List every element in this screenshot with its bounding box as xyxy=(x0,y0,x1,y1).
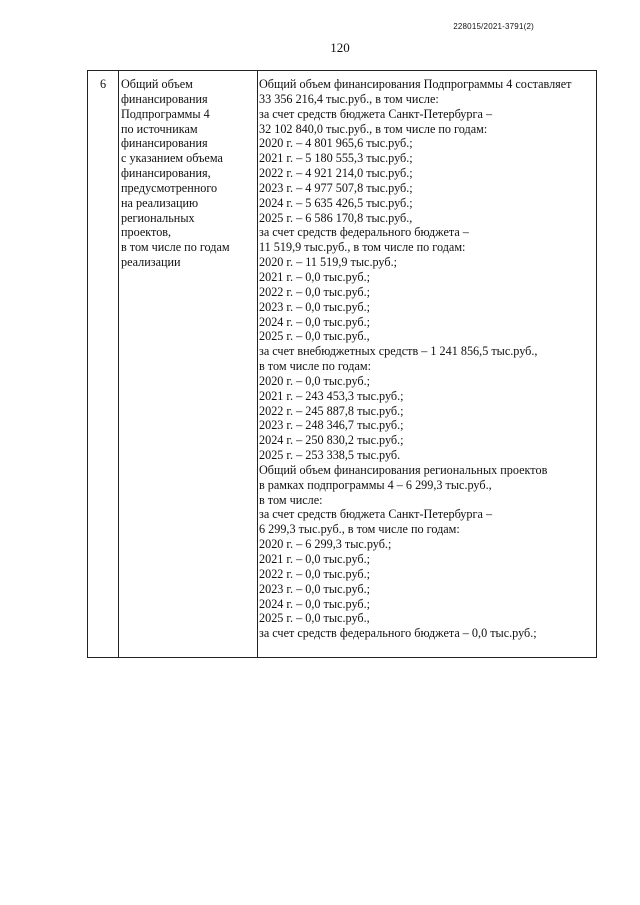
content-line: в том числе по годам: xyxy=(259,359,371,374)
content-line: в рамках подпрограммы 4 – 6 299,3 тыс.руб., xyxy=(259,477,492,492)
content-line: 2022 г. – 4 921 214,0 тыс.руб.; xyxy=(259,166,413,181)
content-line: 2023 г. – 0,0 тыс.руб.; xyxy=(259,581,371,596)
content-line: 2024 г. – 0,0 тыс.руб.; xyxy=(259,314,371,329)
content-line: 2025 г. – 253 338,5 тыс.руб. xyxy=(259,448,401,463)
content-line: 2024 г. – 5 635 426,5 тыс.руб.; xyxy=(259,195,413,210)
content-line: за счет внебюджетных средств – 1 241 856,5 тыс.руб., xyxy=(259,344,538,359)
label-line: финансирования xyxy=(121,91,208,106)
content-line: 2022 г. – 245 887,8 тыс.руб.; xyxy=(259,403,404,418)
label-line: в том числе по годам xyxy=(121,240,230,255)
content-line: 2022 г. – 0,0 тыс.руб.; xyxy=(259,284,371,299)
content-line: 2021 г. – 0,0 тыс.руб.; xyxy=(259,269,371,284)
label-line: проектов, xyxy=(121,225,172,240)
content-line: 2020 г. – 6 299,3 тыс.руб.; xyxy=(259,537,392,552)
content-line: 33 356 216,4 тыс.руб., в том числе: xyxy=(259,91,439,106)
content-line: 2020 г. – 0,0 тыс.руб.; xyxy=(259,373,371,388)
content-line: за счет средств бюджета Санкт-Петербурга – xyxy=(259,507,493,522)
content-line: Общий объем финансирования Подпрограммы 4 составляет xyxy=(259,77,572,91)
row-number-cell: 6 xyxy=(99,77,107,91)
content-line: 2021 г. – 0,0 тыс.руб.; xyxy=(259,552,371,566)
content-line: за счет средств федерального бюджета – 0,0 тыс.руб.; xyxy=(259,626,537,641)
content-line: в том числе: xyxy=(259,492,323,507)
row-content-cell xyxy=(259,77,597,641)
content-line: 2021 г. – 243 453,3 тыс.руб.; xyxy=(259,388,404,403)
content-line: за счет средств бюджета Санкт-Петербурга – xyxy=(259,106,493,121)
content-line: за счет средств федерального бюджета – xyxy=(259,225,469,240)
label-line: предусмотренного xyxy=(121,180,218,195)
document-registration-number: 228015/2021-3791(2) xyxy=(453,22,534,31)
label-line: на реализацию xyxy=(121,195,199,210)
content-line: 2023 г. – 4 977 507,8 тыс.руб.; xyxy=(259,180,413,195)
row-label-cell xyxy=(121,77,255,270)
content-line: 2024 г. – 0,0 тыс.руб.; xyxy=(259,596,371,611)
financing-table xyxy=(87,70,597,658)
content-line: 2024 г. – 250 830,2 тыс.руб.; xyxy=(259,433,404,448)
label-line: по источникам xyxy=(121,121,198,136)
label-line: с указанием объема xyxy=(121,151,223,166)
content-line: Общий объем финансирования региональных проектов xyxy=(259,462,548,477)
content-line: 6 299,3 тыс.руб., в том числе по годам: xyxy=(259,522,460,537)
content-line: 2025 г. – 0,0 тыс.руб., xyxy=(259,329,370,344)
content-line: 11 519,9 тыс.руб., в том числе по годам: xyxy=(259,240,466,255)
label-line: региональных xyxy=(121,210,195,225)
content-line: 2020 г. – 11 519,9 тыс.руб.; xyxy=(259,255,397,270)
label-line: Подпрограммы 4 xyxy=(121,106,210,121)
content-line: 32 102 840,0 тыс.руб., в том числе по годам: xyxy=(259,121,488,136)
content-line: 2023 г. – 248 346,7 тыс.руб.; xyxy=(259,418,404,433)
content-line: 2020 г. – 4 801 965,6 тыс.руб.; xyxy=(259,136,413,151)
content-line: 2025 г. – 0,0 тыс.руб., xyxy=(259,611,370,626)
page-number: 120 xyxy=(330,40,350,55)
column-divider-1 xyxy=(118,71,119,657)
label-line: финансирования, xyxy=(121,166,211,181)
column-divider-2 xyxy=(257,71,258,657)
content-line: 2022 г. – 0,0 тыс.руб.; xyxy=(259,566,371,581)
label-line: финансирования xyxy=(121,136,208,151)
content-line: 2025 г. – 6 586 170,8 тыс.руб., xyxy=(259,210,413,225)
content-line: 2023 г. – 0,0 тыс.руб.; xyxy=(259,299,371,314)
content-line: 2021 г. – 5 180 555,3 тыс.руб.; xyxy=(259,151,413,166)
label-line: Общий объем xyxy=(121,77,193,91)
label-line: реализации xyxy=(121,255,181,270)
